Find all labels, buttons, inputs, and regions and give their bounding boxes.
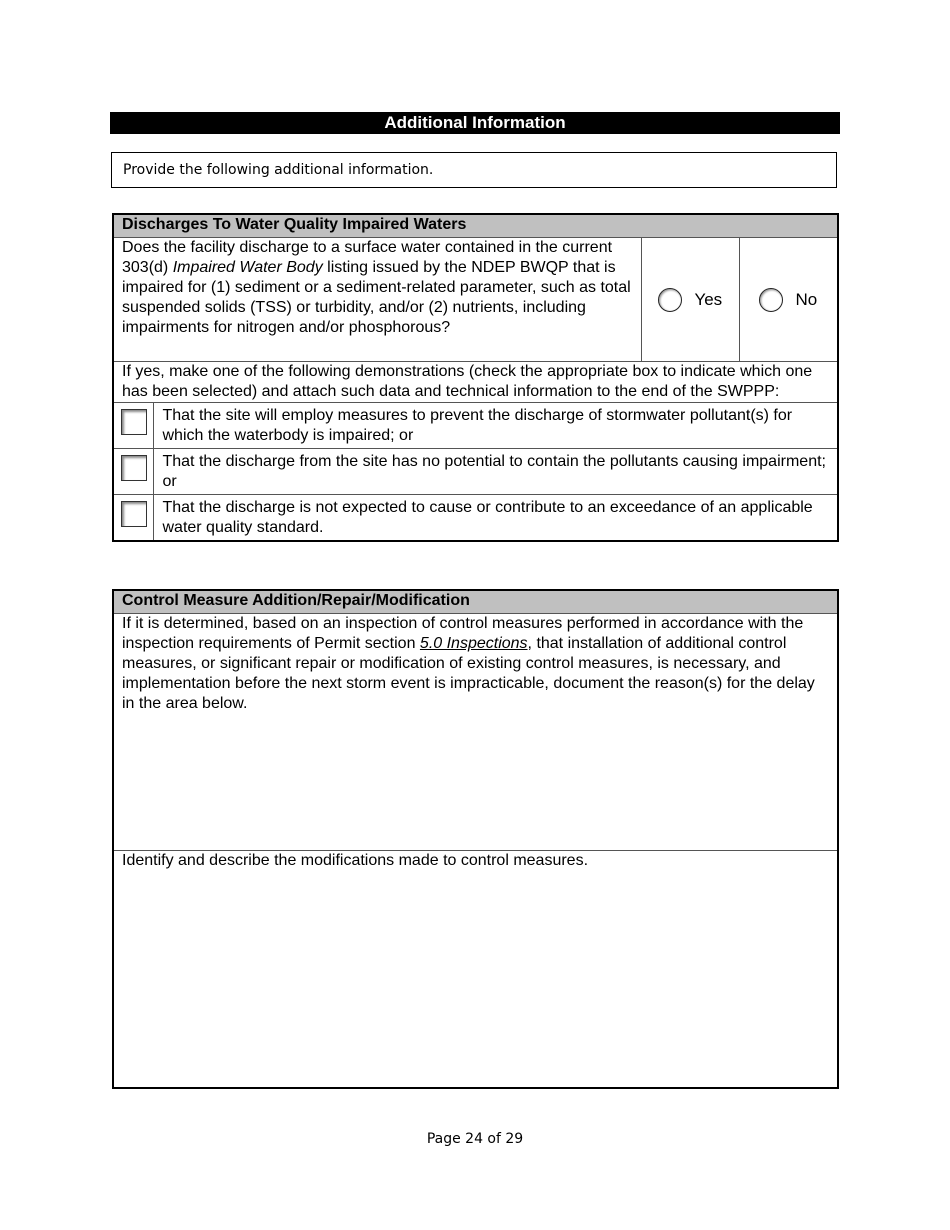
intro-text: Provide the following additional information.: [123, 162, 434, 178]
delay-reason-area[interactable]: [113, 614, 838, 851]
demonstration-checkbox-cell: [113, 449, 154, 495]
impaired-waters-heading: Discharges To Water Quality Impaired Waters: [113, 214, 838, 238]
yes-label: Yes: [694, 289, 723, 309]
yes-radio[interactable]: [658, 288, 682, 312]
page-title: Additional Information: [110, 112, 840, 134]
modifications-prompt: Identify and describe the modifications made to control measures.: [122, 852, 589, 869]
inspections-reference: 5.0 Inspections: [419, 635, 528, 652]
demonstration-option-1: That the site will employ measures to prevent the discharge of stormwater pollutant(s) for which the waterbody is impaired; or: [154, 403, 838, 449]
impaired-waters-section: [112, 213, 839, 542]
demonstration-checkbox-3[interactable]: [121, 501, 147, 527]
demonstration-checkbox-cell: [113, 495, 154, 542]
demonstration-instructions: If yes, make one of the following demonstrations (check the appropriate box to indicate which one has been selected) and attach such data and technical information to the end of the SWPPP:: [113, 362, 838, 403]
demonstration-option-3: That the discharge is not expected to cause or contribute to an exceedance of an applicable water quality standard.: [154, 495, 838, 542]
no-option[interactable]: [739, 238, 838, 362]
yes-option[interactable]: [641, 238, 739, 362]
control-measure-heading: Control Measure Addition/Repair/Modification: [113, 590, 838, 614]
no-label: No: [795, 289, 818, 309]
modifications-area[interactable]: [113, 851, 838, 1089]
demonstration-checkbox-cell: [113, 403, 154, 449]
demonstration-checkbox-2[interactable]: [121, 455, 147, 481]
impaired-waters-question: Does the facility discharge to a surface water contained in the current 303(d) Impaired Water Body listing issued by the NDEP BWQP that is impaired for (1) sediment or a sediment-related parameter, such as total suspended solids (TSS) or turbidity, and/or (2) nutrients, including impairments for nitrogen and/or phosphorous?: [113, 238, 641, 362]
delay-reason-instructions: If it is determined, based on an inspection of control measures performed in accordance with the inspection requirements of Permit section 5.0 Inspections, that installation of additional control measures, or significant repair or modification of existing control measures, is necessary, and implementation before the next storm event is impracticable, document the reason(s) for the delay in the area below.: [122, 615, 815, 712]
control-measure-section: [112, 589, 839, 1089]
no-radio[interactable]: [759, 288, 783, 312]
page-number: Page 24 of 29: [426, 1131, 524, 1147]
demonstration-option-2: That the discharge from the site has no potential to contain the pollutants causing impairment; or: [154, 449, 838, 495]
demonstration-checkbox-1[interactable]: [121, 409, 147, 435]
intro-box: [111, 152, 837, 188]
